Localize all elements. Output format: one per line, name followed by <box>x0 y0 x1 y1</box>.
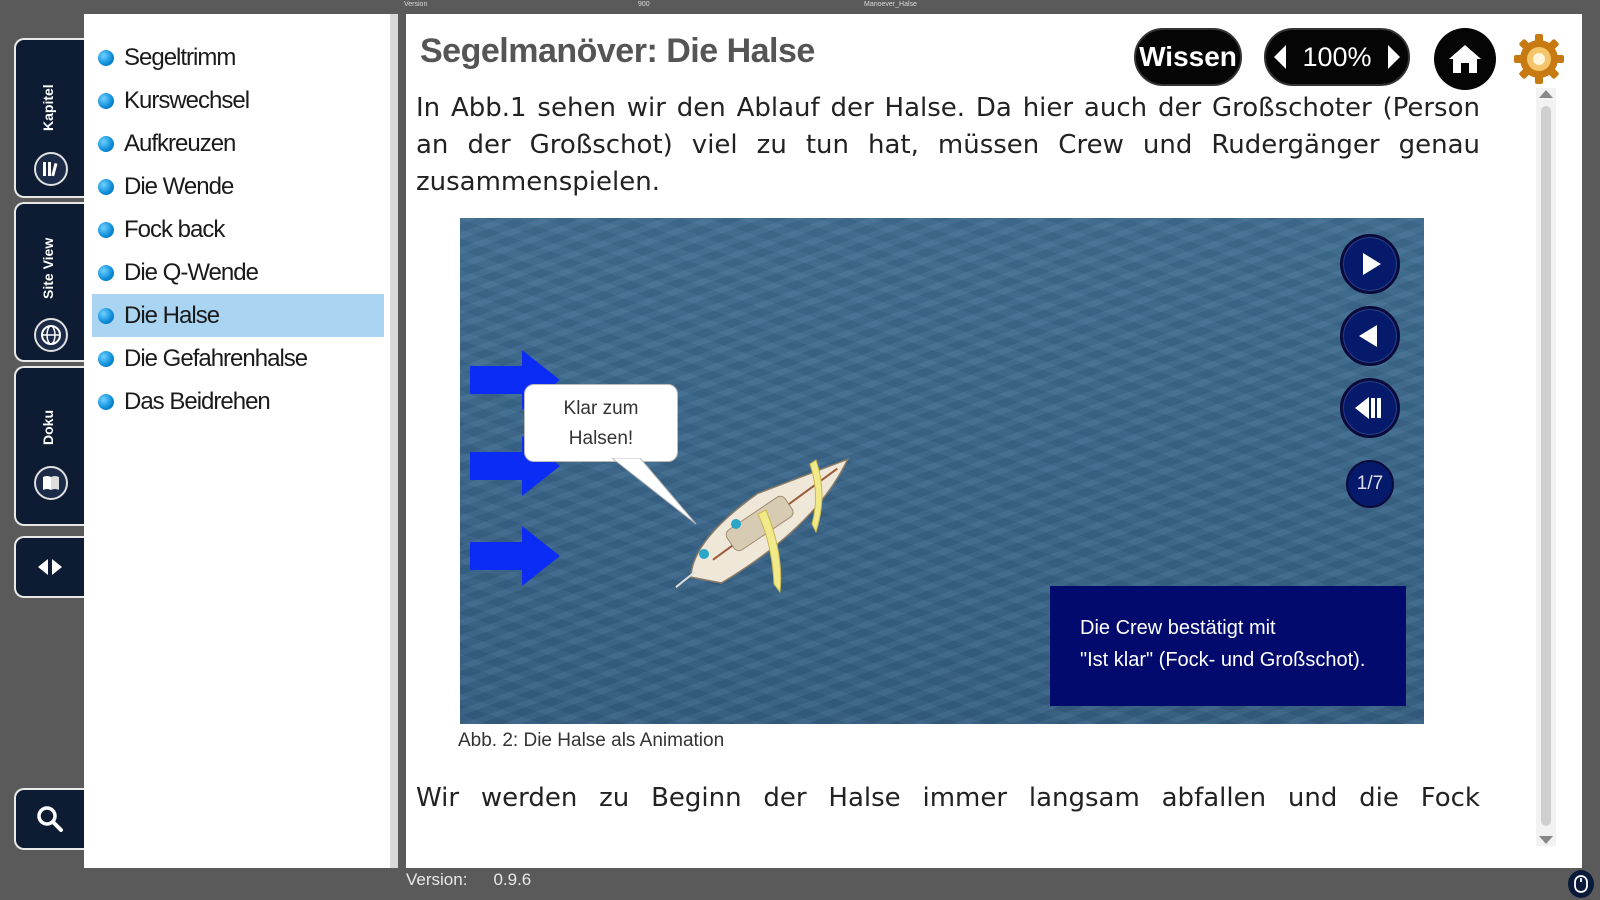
speech-bubble: Klar zum Halsen! <box>524 384 678 462</box>
top-label-file: Manoever_Halse <box>864 1 917 8</box>
page-title: Segelmanöver: Die Halse <box>420 32 815 70</box>
sidebar-item-label: Das Beidrehen <box>124 388 270 415</box>
top-strip <box>0 0 1600 14</box>
sidebar-item-aufkreuzen[interactable] <box>92 122 384 165</box>
home-button[interactable] <box>1434 28 1496 90</box>
sidebar-item-label: Die Halse <box>124 302 220 329</box>
chapter-sidebar <box>84 14 398 868</box>
previous-step-button[interactable] <box>1340 306 1400 366</box>
bullet-icon <box>98 308 114 324</box>
back-icon <box>1355 321 1385 351</box>
scroll-thumb[interactable] <box>1541 106 1551 826</box>
sidebar-item-beidrehen[interactable] <box>92 380 384 423</box>
library-icon <box>34 152 68 186</box>
settings-button[interactable] <box>1510 30 1568 88</box>
sidebar-item-gefahrenhalse[interactable] <box>92 337 384 380</box>
home-icon <box>1446 42 1484 76</box>
speech-bubble-tail <box>610 458 700 528</box>
bullet-icon <box>98 351 114 367</box>
tab-kapitel-label: Kapitel <box>40 84 56 132</box>
tab-doku[interactable] <box>14 366 84 526</box>
sidebar-item-label: Aufkreuzen <box>124 130 236 157</box>
figure-caption: Abb. 2: Die Halse als Animation <box>458 730 725 751</box>
play-icon <box>1355 249 1385 279</box>
wind-arrow-icon <box>470 526 560 586</box>
tab-kapitel[interactable] <box>14 38 84 198</box>
bullet-icon <box>98 222 114 238</box>
sidebar-item-die-wende[interactable] <box>92 165 384 208</box>
zoom-out-icon[interactable] <box>1274 45 1286 69</box>
top-label-number: 900 <box>638 1 650 8</box>
sidebar-item-fock-back[interactable] <box>92 208 384 251</box>
bullet-icon <box>98 265 114 281</box>
bullet-icon <box>98 136 114 152</box>
info-line: Die Crew bestätigt mit <box>1080 617 1276 639</box>
vertical-scrollbar[interactable] <box>1536 88 1556 846</box>
info-line: "Ist klar" (Fock- und Großschot). <box>1080 649 1366 671</box>
top-label-version: Version <box>404 1 428 8</box>
globe-icon <box>34 318 68 352</box>
sidebar-item-label: Kurswechsel <box>124 87 250 114</box>
mouse-icon <box>1568 870 1594 898</box>
rewind-button[interactable] <box>1340 378 1400 438</box>
search-button[interactable] <box>14 788 84 850</box>
bullet-icon <box>98 93 114 109</box>
zoom-control <box>1264 28 1410 86</box>
bullet-icon <box>98 179 114 195</box>
scroll-down-icon[interactable] <box>1539 836 1553 844</box>
sidebar-item-die-halse[interactable] <box>92 294 384 337</box>
sidebar-item-label: Die Gefahrenhalse <box>124 345 308 372</box>
content-panel <box>406 14 1582 868</box>
tab-doku-label: Doku <box>40 410 56 446</box>
play-button[interactable] <box>1340 234 1400 294</box>
body-paragraph: Wir werden zu Beginn der Halse immer langsam abfallen und die Fock <box>416 783 1480 813</box>
sidebar-item-segeltrimm[interactable] <box>92 36 384 79</box>
step-counter: 1/7 <box>1346 460 1394 508</box>
bullet-icon <box>98 50 114 66</box>
halse-animation <box>460 218 1424 724</box>
search-icon <box>35 804 65 834</box>
zoom-in-icon[interactable] <box>1388 45 1400 69</box>
sidebar-item-label: Die Wende <box>124 173 234 200</box>
zoom-level: 100% <box>1302 41 1372 72</box>
sidebar-item-kurswechsel[interactable] <box>92 79 384 122</box>
sidebar-item-label: Fock back <box>124 216 225 243</box>
sidebar-item-label: Segeltrimm <box>124 44 236 71</box>
intro-paragraph: In Abb.1 sehen wir den Ablauf der Halse. Da hier auch der Großschoter (Person an der Großschot) viel zu tun hat, müssen Crew und Rudergänger genau zusammenspielen. <box>416 93 1480 197</box>
rewind-icon <box>1353 393 1387 423</box>
info-box <box>1050 586 1406 706</box>
tab-site-view-label: Site View <box>40 237 56 299</box>
version-value: 0.9.6 <box>493 870 532 889</box>
arrow-left-icon <box>38 559 48 575</box>
gear-icon <box>1510 30 1568 88</box>
chapter-list <box>84 14 390 423</box>
sidebar-item-q-wende[interactable] <box>92 251 384 294</box>
tab-site-view[interactable] <box>14 202 84 362</box>
version-label: Version: <box>406 870 468 889</box>
wissen-button[interactable]: Wissen <box>1134 28 1242 86</box>
status-bar <box>406 870 557 890</box>
sidebar-toggle-button[interactable] <box>14 536 84 598</box>
sidebar-item-label: Die Q-Wende <box>124 259 258 286</box>
arrow-right-icon <box>52 559 62 575</box>
book-icon <box>34 466 68 500</box>
bullet-icon <box>98 394 114 410</box>
scroll-up-icon[interactable] <box>1539 90 1553 98</box>
